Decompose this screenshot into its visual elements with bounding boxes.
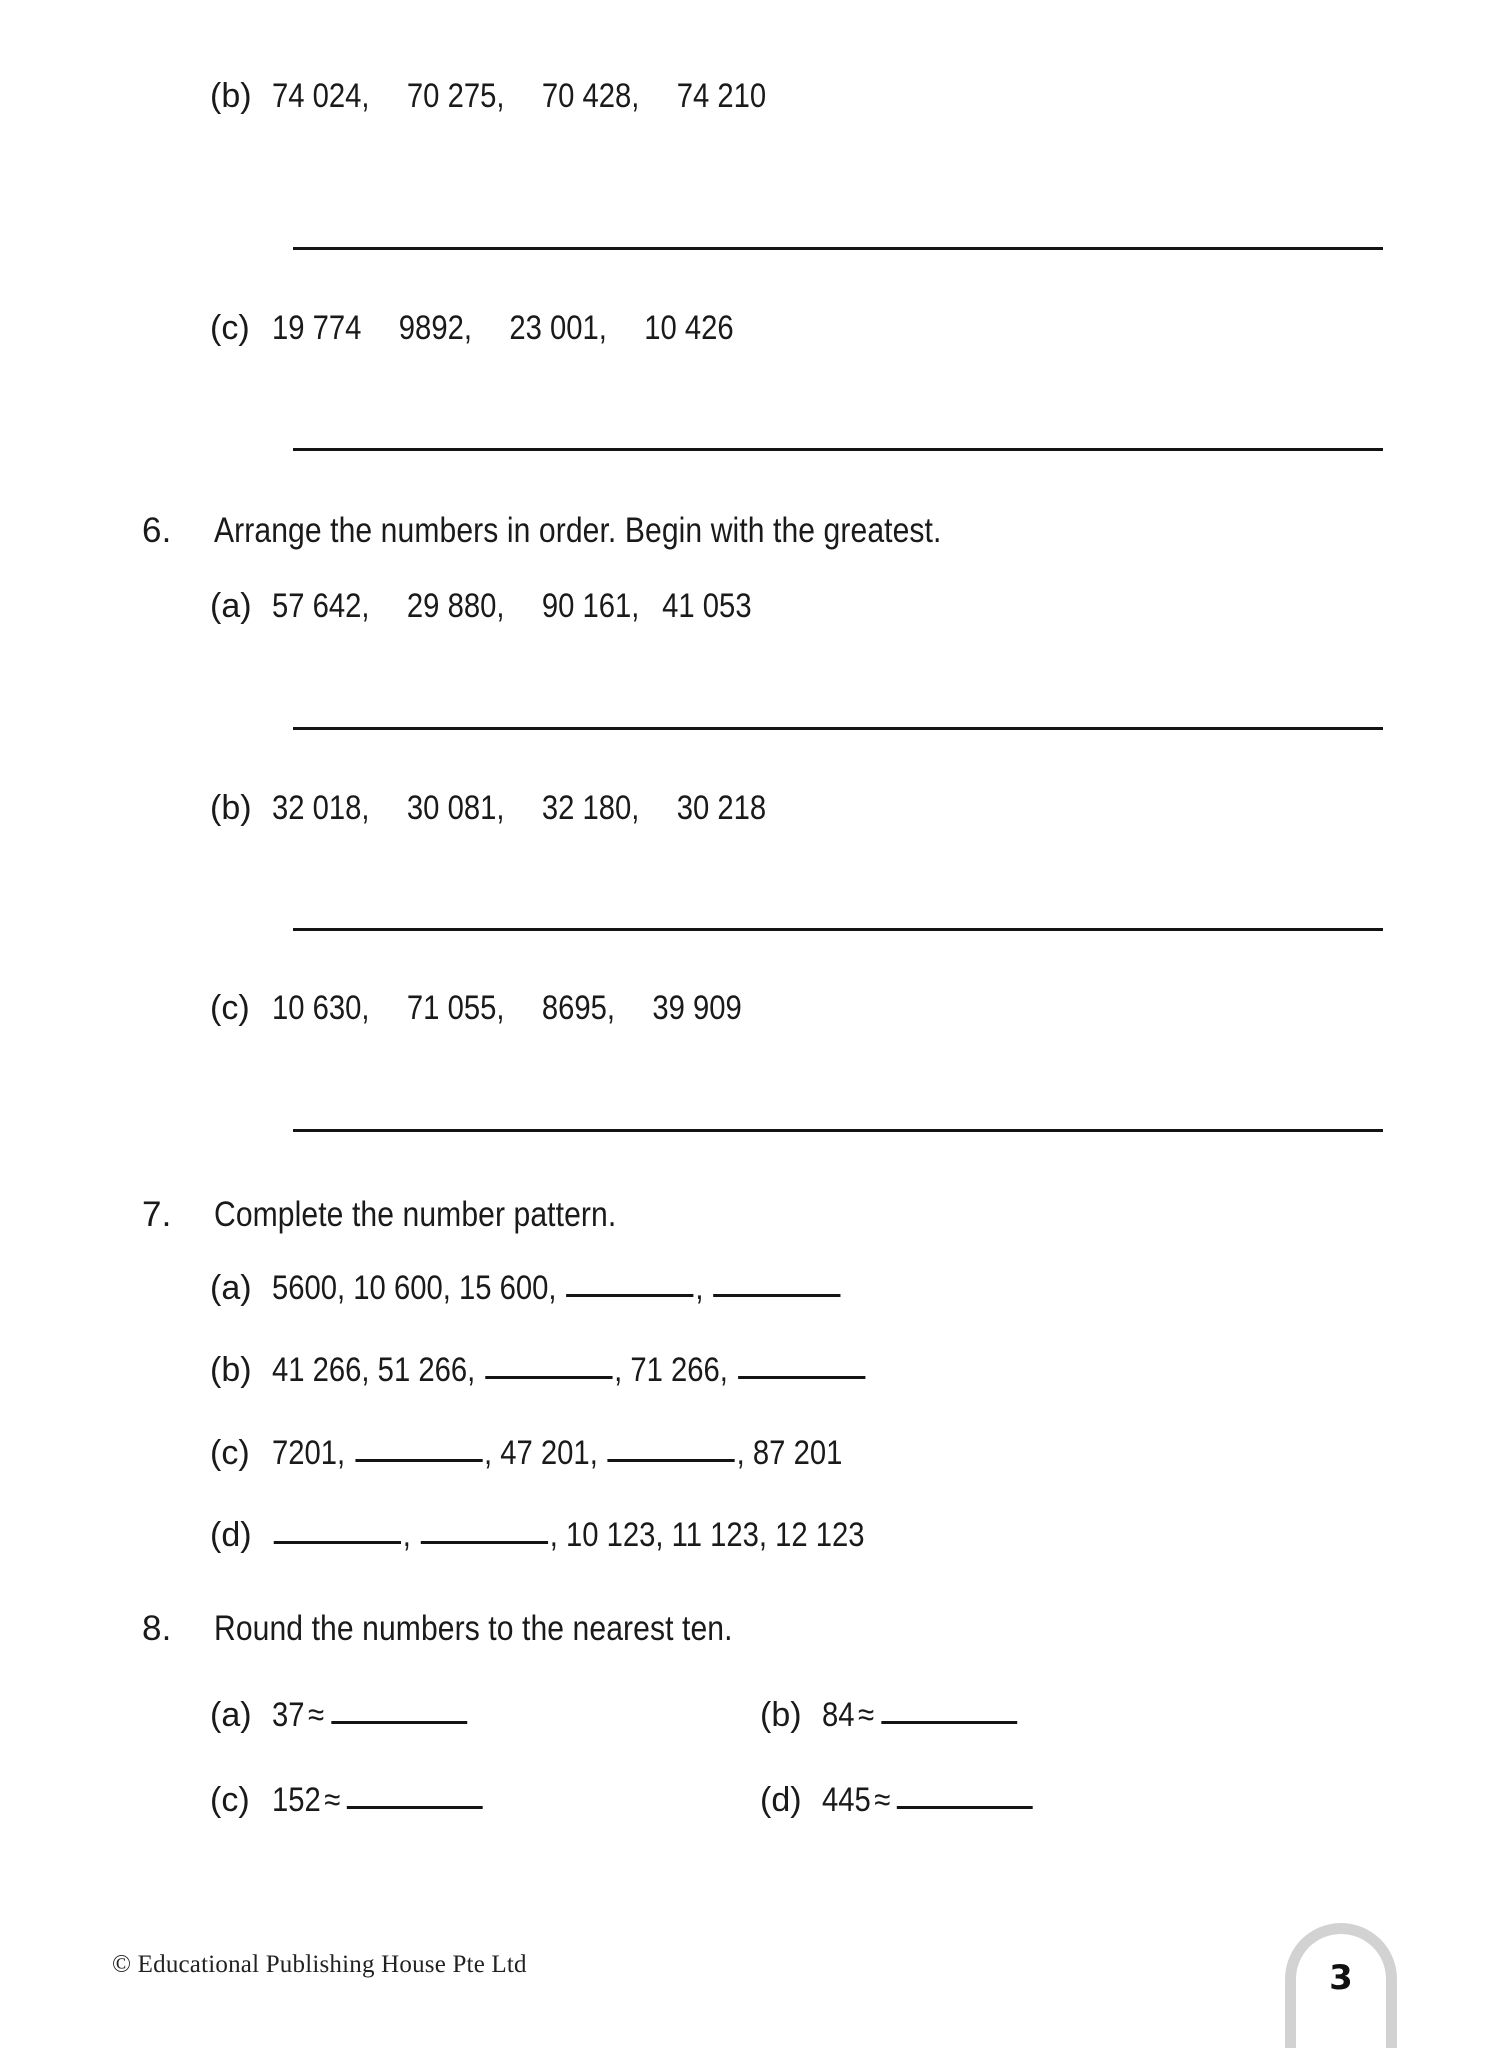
answer-rule-6c[interactable] bbox=[293, 1129, 1383, 1132]
sub-item-label-b: (b) bbox=[760, 1696, 802, 1734]
sub-item-label-b: (b) bbox=[210, 789, 252, 827]
question-6b-row bbox=[0, 790, 1497, 827]
answer-rule-6a[interactable] bbox=[293, 727, 1383, 730]
pattern-mid: , bbox=[402, 1516, 419, 1554]
answer-blank[interactable] bbox=[347, 1806, 483, 1809]
question-5c-row bbox=[0, 310, 1497, 347]
sub-item-label-a: (a) bbox=[210, 1696, 252, 1734]
pattern-before: 5600, 10 600, 15 600, bbox=[272, 1269, 565, 1307]
answer-blank[interactable] bbox=[881, 1721, 1017, 1724]
question-8-row-1-right bbox=[670, 1697, 1497, 1734]
sub-item-rounding bbox=[822, 1782, 1497, 1819]
question-prompt-7: Complete the number pattern. bbox=[214, 1195, 617, 1234]
sub-item-row bbox=[0, 1517, 1497, 1554]
pattern-after: , 87 201 bbox=[736, 1434, 843, 1472]
sub-item-row bbox=[0, 790, 1497, 827]
answer-blank[interactable] bbox=[608, 1459, 735, 1462]
sub-item-text: 10 630, 71 055, 8695, 39 909 bbox=[272, 989, 742, 1027]
answer-rule-5b[interactable] bbox=[293, 247, 1383, 250]
sub-item-pattern bbox=[272, 1270, 1497, 1307]
question-number-6: 6. bbox=[142, 511, 172, 550]
answer-blank[interactable] bbox=[738, 1376, 865, 1379]
sub-item-row bbox=[0, 990, 1497, 1027]
approx-icon: ≈ bbox=[874, 1781, 891, 1819]
question-6a-row bbox=[0, 588, 1497, 625]
answer-blank[interactable] bbox=[274, 1541, 401, 1544]
sub-item-label-c: (c) bbox=[210, 309, 250, 347]
sub-item-text: 74 024, 70 275, 70 428, 74 210 bbox=[272, 77, 767, 115]
answer-blank[interactable] bbox=[566, 1294, 693, 1297]
question-7a-row bbox=[0, 1270, 1497, 1307]
sub-item-row bbox=[0, 1352, 1497, 1389]
round-value: 37 bbox=[272, 1696, 305, 1734]
sub-item-pattern bbox=[272, 1517, 1497, 1554]
question-7-heading bbox=[0, 1196, 1497, 1235]
question-prompt-8: Round the numbers to the nearest ten. bbox=[214, 1609, 733, 1648]
sub-item-rounding bbox=[822, 1697, 1497, 1734]
page-number-tab bbox=[1285, 1923, 1397, 2048]
sub-item-row bbox=[0, 310, 1497, 347]
approx-icon: ≈ bbox=[307, 1696, 325, 1734]
sub-item-label-d: (d) bbox=[210, 1516, 252, 1554]
approx-icon: ≈ bbox=[857, 1696, 875, 1734]
sub-item-label-b: (b) bbox=[210, 1351, 252, 1389]
question-prompt-6: Arrange the numbers in order. Begin with the greatest. bbox=[214, 511, 942, 550]
question-8-row-2-right bbox=[670, 1782, 1497, 1819]
question-7d-row bbox=[0, 1517, 1497, 1554]
question-number-7: 7. bbox=[142, 1195, 172, 1234]
sub-item-row bbox=[0, 588, 1497, 625]
round-value: 84 bbox=[822, 1696, 855, 1734]
answer-blank[interactable] bbox=[421, 1541, 548, 1544]
pattern-before: 41 266, 51 266, bbox=[272, 1351, 484, 1389]
page-number: 3 bbox=[1329, 1958, 1353, 1998]
round-value: 445 bbox=[822, 1781, 871, 1819]
sub-item-label-c: (c) bbox=[210, 989, 250, 1027]
pattern-mid: , 71 266, bbox=[614, 1351, 737, 1389]
question-number-8: 8. bbox=[142, 1609, 172, 1648]
answer-rule-5c[interactable] bbox=[293, 448, 1383, 451]
answer-blank[interactable] bbox=[355, 1459, 482, 1462]
question-heading-row bbox=[0, 1196, 1497, 1235]
question-7c-row bbox=[0, 1435, 1497, 1472]
sub-item-label-a: (a) bbox=[210, 1269, 252, 1307]
answer-blank[interactable] bbox=[485, 1376, 612, 1379]
sub-item-label-b: (b) bbox=[210, 77, 252, 115]
sub-item-row bbox=[670, 1697, 1497, 1734]
sub-item-label-d: (d) bbox=[760, 1781, 802, 1819]
sub-item-label-c: (c) bbox=[210, 1434, 250, 1472]
round-value: 152 bbox=[272, 1781, 321, 1819]
pattern-after: , 10 123, 11 123, 12 123 bbox=[549, 1516, 865, 1554]
pattern-before: 7201, bbox=[272, 1434, 354, 1472]
question-7b-row bbox=[0, 1352, 1497, 1389]
answer-rule-6b[interactable] bbox=[293, 928, 1383, 931]
sub-item-pattern bbox=[272, 1435, 1497, 1472]
question-6-heading bbox=[0, 512, 1497, 551]
question-8-heading bbox=[0, 1610, 1497, 1649]
approx-icon: ≈ bbox=[324, 1781, 341, 1819]
sub-item-text: 32 018, 30 081, 32 180, 30 218 bbox=[272, 789, 767, 827]
sub-item-row bbox=[0, 1270, 1497, 1307]
answer-blank[interactable] bbox=[713, 1294, 840, 1297]
pattern-mid: , 47 201, bbox=[484, 1434, 606, 1472]
copyright-notice: © Educational Publishing House Pte Ltd bbox=[112, 1951, 527, 1978]
question-heading-row bbox=[0, 512, 1497, 551]
question-heading-row bbox=[0, 1610, 1497, 1649]
sub-item-text: 19 774 9892, 23 001, 10 426 bbox=[272, 309, 734, 347]
answer-blank[interactable] bbox=[331, 1721, 467, 1724]
sub-item-label-a: (a) bbox=[210, 587, 252, 625]
sub-item-pattern bbox=[272, 1352, 1497, 1389]
sub-item-row bbox=[0, 78, 1497, 115]
sub-item-text: 57 642, 29 880, 90 161, 41 053 bbox=[272, 587, 752, 625]
pattern-mid: , bbox=[695, 1269, 712, 1307]
sub-item-label-c: (c) bbox=[210, 1781, 250, 1819]
answer-blank[interactable] bbox=[897, 1806, 1033, 1809]
sub-item-row bbox=[0, 1435, 1497, 1472]
sub-item-row bbox=[670, 1782, 1497, 1819]
question-5b-row bbox=[0, 78, 1497, 115]
question-6c-row bbox=[0, 990, 1497, 1027]
